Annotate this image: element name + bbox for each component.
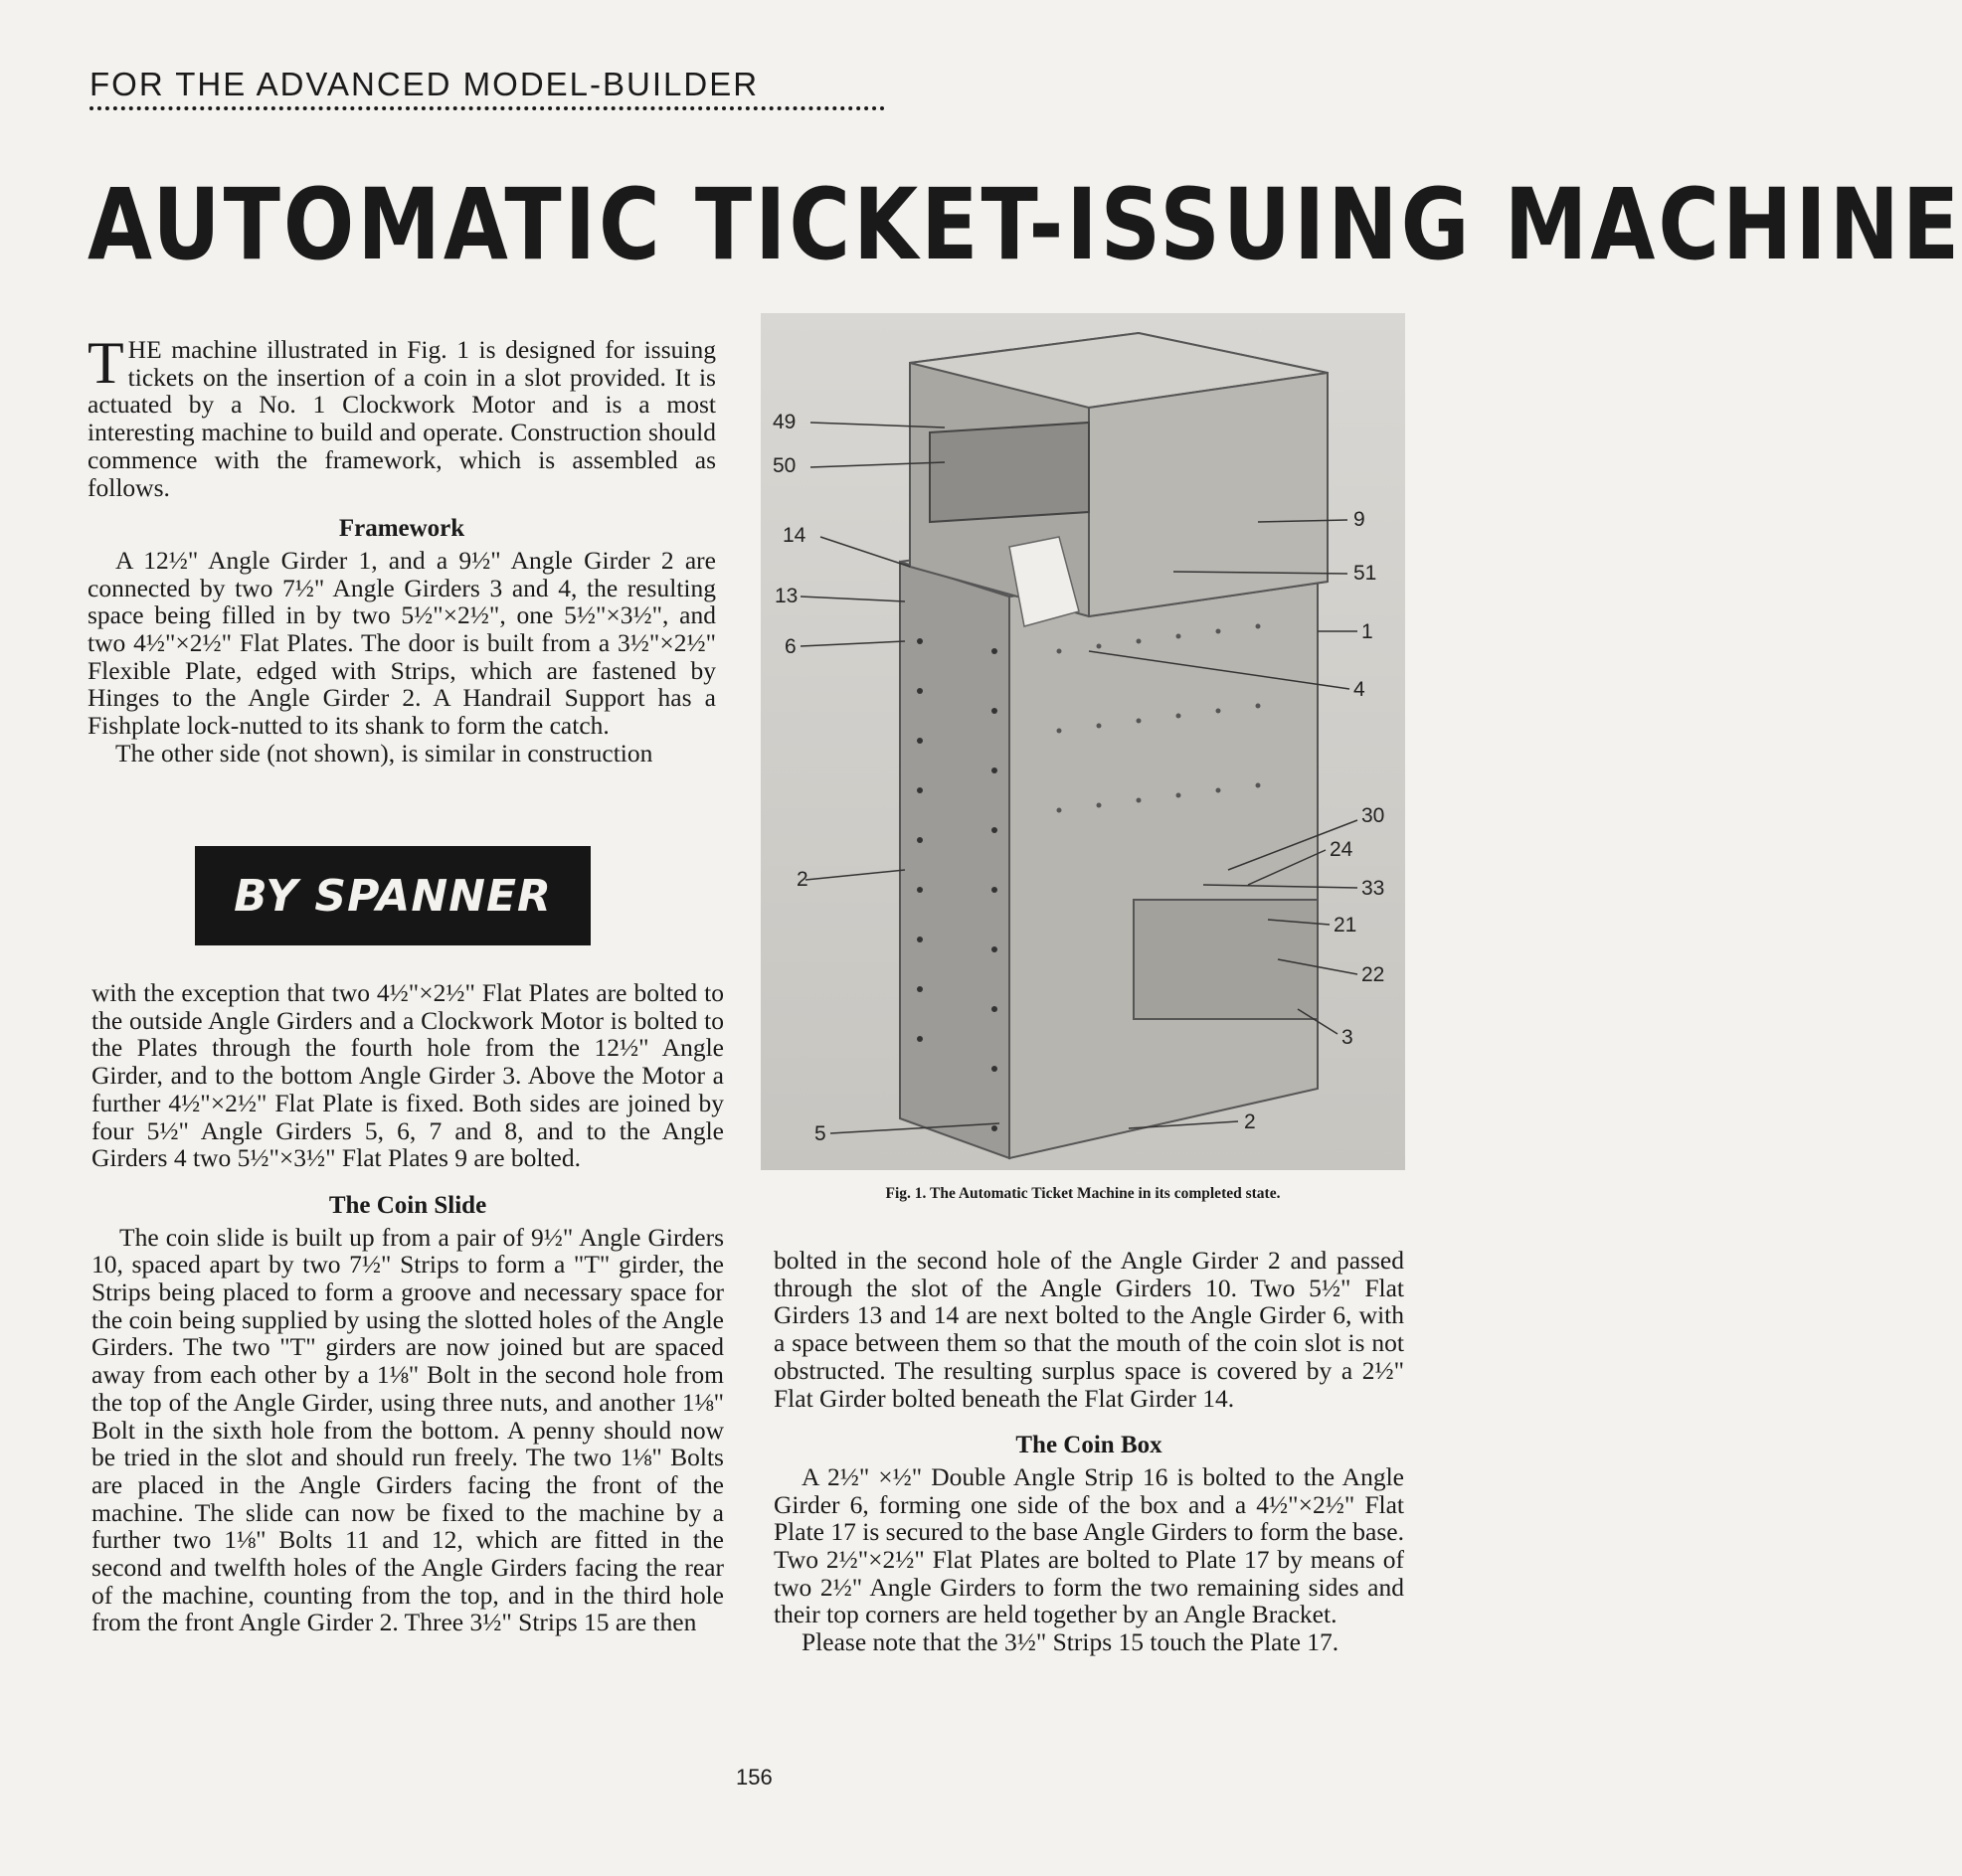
callout: 50: [773, 454, 797, 477]
callout: 13: [775, 585, 799, 607]
machine-photo: [761, 313, 1405, 1170]
callout: 2: [797, 868, 808, 891]
callout: 14: [783, 524, 806, 547]
left-column-lower: [91, 979, 724, 1636]
headline: AUTOMATIC TICKET-ISSUING MACHINE: [88, 166, 1962, 282]
callout: 5: [814, 1122, 826, 1145]
right-column: [774, 1247, 1404, 1656]
callout: 3: [1341, 1026, 1353, 1049]
callout: 24: [1330, 838, 1353, 861]
callout: 22: [1361, 963, 1385, 986]
intro-paragraph: [88, 330, 716, 502]
framework-paragraph-2: The other side (not shown), is similar in construction: [115, 738, 653, 767]
framework-heading: Framework: [338, 515, 465, 543]
right-paragraph-1: bolted in the second hole of the Angle Girder 2 and passed through the slot of the Angle Girders 10. Two 5½" Flat Girders 13 and 14 are next bolted to the Angle Girder 6, with a space between them so that the mouth of the coin slot is not obstructed. The resulting surplus space is covered by a 2½" Flat Girder bolted beneath the Flat Girder 14.: [774, 1246, 1404, 1413]
callout: 9: [1353, 508, 1365, 531]
coin-slide-paragraph: The coin slide is built up from a pair of 9½" Angle Girders 10, spaced apart by two 7½" Strips to form a "T" girder, the Strips being placed to form a groove and necessary space for the coin being supplied by using the slotted holes of the Angle Girders. The two "T" girders are now joined but are spaced away from each other by a 1⅛" Bolt in the second hole from the top of the Angle Girder, using three nuts, and another 1⅛" Bolt in the sixth hole from the bottom. A penny should now be tried in the slot and should run freely. The two 1⅛" Bolts are placed in the Angle Girders facing the front of the machine. The slide can now be fixed to the machine by a further two 1⅛" Bolts 11 and 12, which are fitted in the second and twelfth holes of the Angle Girders facing the rear of the machine, counting from the top, and in the third hole from the front Angle Girder 2. Three 3½" Strips 15 are then: [91, 1222, 724, 1637]
framework-paragraph: A 12½" Angle Girder 1, and a 9½" Angle Girder 2 are connected by two 7½" Angle Girders 3 and 4, the resulting space being filled in by two 5½"×2½", one 5½"×3½", and two 4½"×2½" Flat Plates. The door is built from a 3½"×2½" Flexible Plate, edged with Strips, which are fastened by Hinges to the Angle Girder 2. A Handrail Support has a Fishplate lock-nutted to its shank to form the catch.: [88, 545, 716, 741]
callout: 33: [1361, 877, 1385, 900]
coin-box-note: Please note that the 3½" Strips 15 touch the Plate 17.: [802, 1627, 1339, 1657]
byline-banner: [195, 846, 591, 945]
left-column-upper: [88, 330, 716, 767]
callout: 1: [1361, 620, 1373, 643]
callout: 51: [1353, 562, 1377, 585]
callout: 21: [1334, 914, 1357, 937]
figure-caption: Fig. 1. The Automatic Ticket Machine in its completed state.: [885, 1185, 1281, 1202]
coin-box-heading: The Coin Box: [1015, 1432, 1162, 1459]
kicker: FOR THE ADVANCED MODEL-BUILDER: [89, 66, 760, 102]
callout: 4: [1353, 678, 1365, 701]
callout: 6: [785, 635, 797, 658]
coin-slide-heading: The Coin Slide: [328, 1191, 487, 1219]
kicker-dotted-rule: [89, 106, 885, 114]
machine-illustration: [761, 313, 1405, 1170]
callout: 2: [1244, 1110, 1256, 1133]
coin-box-paragraph: A 2½" ×½" Double Angle Strip 16 is bolted to the Angle Girder 6, forming one side of the box and a 4½"×2½" Flat Plate 17 is secured to the base Angle Girders to form the base. Two 2½"×2½" Flat Plates are bolted to Plate 17 by means of two 2½" Angle Girders to form the two remaining sides and their top corners are held together by an Angle Bracket.: [774, 1461, 1404, 1629]
callout: 49: [773, 411, 797, 433]
continued-paragraph: with the exception that two 4½"×2½" Flat Plates are bolted to the outside Angle Girders and a Clockwork Motor is bolted to the Plates through the fourth hole from the 12½" Angle Girder, and to the bottom Angle Girder 3. Above the Motor a further 4½"×2½" Flat Plate is fixed. Both sides are joined by four 5½" Angle Girders 5, 6, 7 and 8, and to the Angle Girders 4 two 5½"×3½" Flat Plates 9 are bolted.: [91, 978, 724, 1173]
page-number: 156: [736, 1765, 773, 1790]
drop-cap: T: [88, 330, 124, 396]
byline: BY SPANNER: [234, 870, 552, 922]
intro-text: HE machine illustrated in Fig. 1 is designed for issuing tickets on the insertion of a coin in a slot provided. It is actuated by a No. 1 Clockwork Motor and is a most interesting machine to build and operate. Construction should commence with the framework, which is assembled as follows.: [88, 335, 716, 502]
callout: 30: [1361, 804, 1385, 827]
